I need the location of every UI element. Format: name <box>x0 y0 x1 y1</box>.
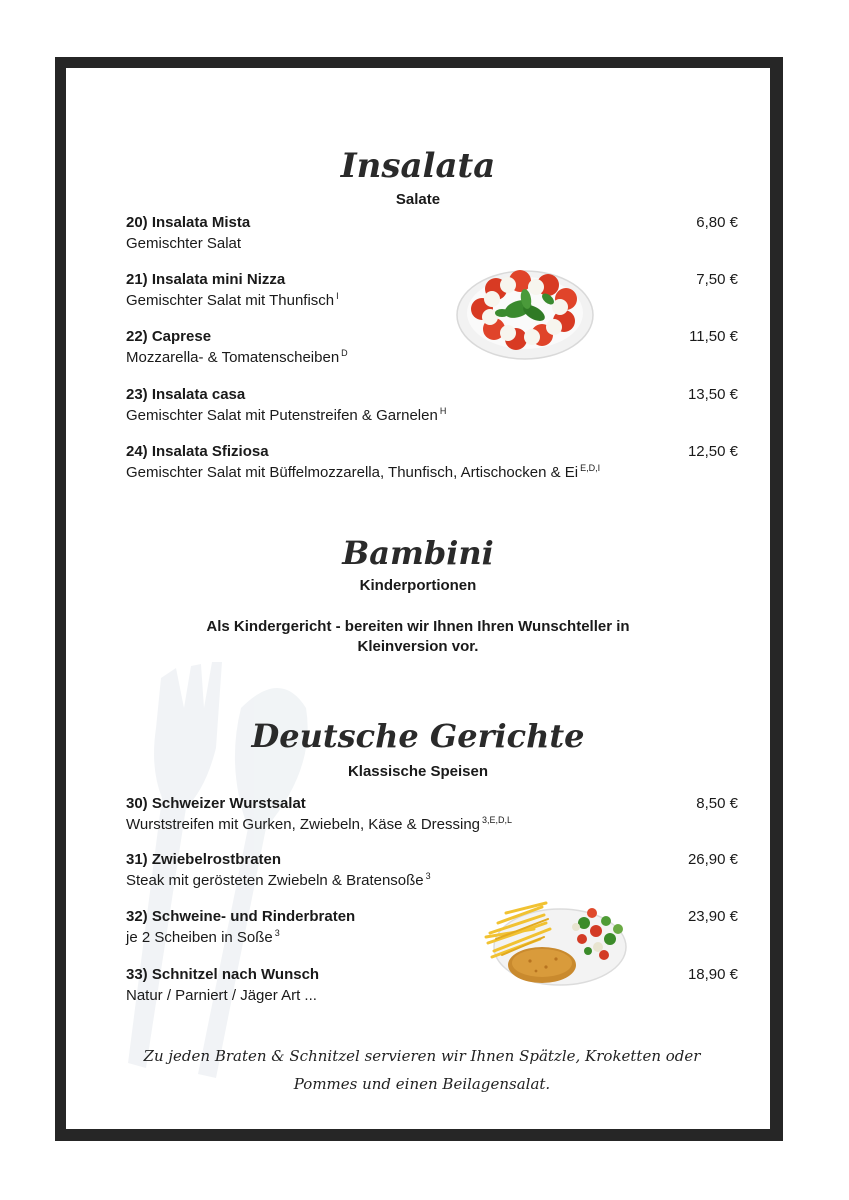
allergen-codes: 3 <box>274 928 280 938</box>
menu-item <box>126 271 738 313</box>
bambini-title: Bambini <box>342 534 494 572</box>
item-price: 11,50 € <box>689 328 738 345</box>
item-price: 18,90 € <box>687 966 738 983</box>
menu-item <box>126 443 738 485</box>
allergen-codes: D <box>341 348 348 358</box>
item-name: 20) Insalata Mista <box>126 214 251 231</box>
allergen-codes: 3 <box>425 871 431 881</box>
item-price: 26,90 € <box>687 851 738 868</box>
item-name: 30) Schweizer Wurstsalat <box>126 795 306 812</box>
menu-item <box>126 328 738 370</box>
item-description: Mozzarella- & Tomatenscheiben $^D$ <box>126 348 348 366</box>
kids-note: Als Kindergericht - bereiten wir Ihnen Ihren Wunschteller in Kleinversion vor. <box>206 618 630 655</box>
insalata-title: Insalata <box>340 146 496 186</box>
item-name: 24) Insalata Sfiziosa <box>126 443 269 460</box>
menu-item <box>126 795 738 837</box>
item-description: Gemischter Salat mit Thunfisch $^I$ <box>126 291 339 309</box>
item-name: 22) Caprese <box>126 328 212 345</box>
item-price: 8,50 € <box>696 795 738 812</box>
allergen-codes: I <box>336 291 339 301</box>
deutsche-subtitle: Klassische Speisen <box>347 763 489 780</box>
item-price: 13,50 € <box>687 386 738 403</box>
menu-page-frame <box>55 57 783 1141</box>
item-description: Wurststreifen mit Gurken, Zwiebeln, Käse & Dressing $^{3,E,D,L}$ <box>126 815 513 833</box>
item-name: 21) Insalata mini Nizza <box>126 271 286 288</box>
item-price: 7,50 € <box>696 271 738 288</box>
bambini-subtitle: Kinderportionen <box>359 577 477 594</box>
allergen-codes: H <box>439 406 447 416</box>
menu-item <box>126 908 738 950</box>
deutsche-title: Deutsche Gerichte <box>251 717 585 755</box>
caprese-salad-photo <box>454 263 596 363</box>
item-price: 12,50 € <box>687 443 738 460</box>
item-description: Gemischter Salat mit Putenstreifen & Garnelen $^H$ <box>126 406 447 424</box>
item-description: je 2 Scheiben in Soße $^3$ <box>126 928 280 946</box>
menu-item <box>126 966 738 1008</box>
item-price: 6,80 € <box>696 214 738 231</box>
item-name: 31) Zwiebelrostbraten <box>126 851 282 868</box>
menu-item <box>126 214 738 256</box>
item-description: Natur / Parniert / Jäger Art ... <box>126 987 317 1004</box>
item-name: 23) Insalata casa <box>126 386 246 403</box>
item-description: Gemischter Salat <box>126 235 242 252</box>
item-price: 23,90 € <box>687 908 738 925</box>
item-name: 33) Schnitzel nach Wunsch <box>126 966 320 983</box>
allergen-codes: 3,E,D,L <box>482 815 513 825</box>
allergen-codes: E,D,I <box>580 463 601 473</box>
schnitzel-with-fries-photo <box>484 893 630 989</box>
menu-item <box>126 851 738 893</box>
menu-item <box>126 386 738 428</box>
item-name: 32) Schweine- und Rinderbraten <box>126 908 356 925</box>
item-description: Gemischter Salat mit Büffelmozzarella, Thunfisch, Artischocken & Ei $^{E,D,I}$ <box>126 463 601 481</box>
insalata-subtitle: Salate <box>395 191 441 208</box>
side-dish-note: Zu jeden Braten & Schnitzel servieren wir Ihnen Spätzle, Kroketten oder Pommes und einen Beilagensalat. <box>143 1047 701 1093</box>
item-description: Steak mit gerösteten Zwiebeln & Bratensoße $^3$ <box>126 871 431 889</box>
